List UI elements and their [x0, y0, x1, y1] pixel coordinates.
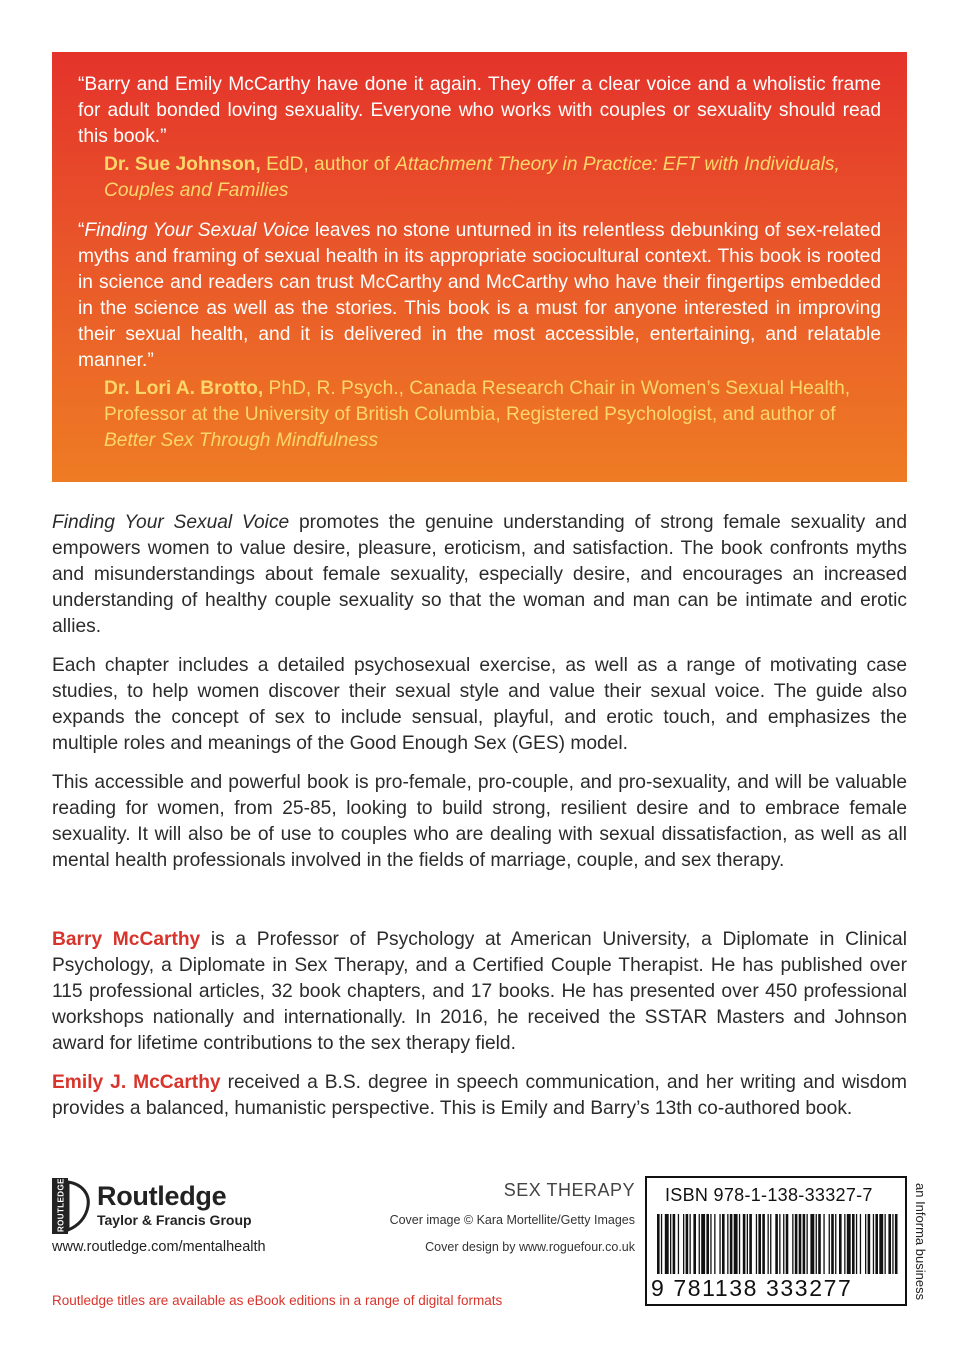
logo-spine-text: ROUTLEDGE [56, 1178, 66, 1232]
quote-1-text: “Barry and Emily McCarthy have done it again. They offer a clear voice and a wholistic frame for adult bonded loving sexuality. Everyone who works with couples or sexuality should read this book.” [78, 74, 881, 147]
attribution-1-credentials: EdD, author of [260, 154, 396, 175]
author-bio-emily [52, 1070, 907, 1122]
author-name-emily: Emily J. McCarthy [52, 1072, 221, 1093]
praise-panel [52, 52, 907, 482]
description-book-title: Finding Your Sexual Voice [52, 512, 290, 533]
attribution-1-name: Dr. Sue Johnson, [104, 154, 261, 175]
quote-2-body: leaves no stone unturned in its relentless debunking of sex-related myths and framing of sexual health in its appropriate sociocultural context. This book is rooted in science and readers can trust McCarthy and McCarthy who have their fingertips embedded in the science as well as the stories. This book is a must for anyone interested in improving their sexual health, and it is delivered in the most accessible, entertaining, and relatable manner.” [78, 220, 882, 371]
author-bio-barry [52, 927, 907, 1057]
praise-attribution-1 [78, 152, 881, 204]
description-p1-text: promotes the genuine understanding of strong female sexuality and empowers women to value desire, pleasure, eroticism, and satisfaction. The book confronts myths and misunderstandings about female sexuality, especially desire, and encourages an increased understanding of healthy couple sexuality so that the woman and man can be intimate and erotic allies. [52, 512, 907, 637]
quote-2-text [78, 218, 881, 374]
attribution-2-name: Dr. Lori A. Brotto, [104, 378, 264, 399]
quote-2-open-mark: “ [78, 220, 85, 241]
isbn-number: ISBN 978-1-138-33327-7 [665, 1185, 873, 1205]
publisher-name: Routledge [97, 1181, 227, 1211]
barcode-digits: 9 781138 333277 [651, 1275, 853, 1301]
description-paragraph-3: This accessible and powerful book is pro-female, pro-couple, and pro-sexuality, and will be valuable reading for women, from 25-85, looking to build strong, resilient desire and to embrace female sexuality. It will also be of use to couples who are dealing with sexual dissatisfaction, as well as all mental health professionals involved in the fields of marriage, couple, and sex therapy. [52, 772, 907, 871]
praise-attribution-2 [78, 376, 881, 454]
author-bio-emily-text: received a B.S. degree in speech communication, and her writing and wisdom provides a balanced, humanistic perspective. This is Emily and Barry’s 13th co-authored book. [52, 1072, 907, 1119]
attribution-2-credentials: PhD, R. Psych., Canada Research Chair in Women’s Sexual Health, Professor at the University of British Columbia, Registered Psychologist, and author of [104, 378, 851, 425]
quote-2-book-title: Finding Your Sexual Voice [84, 220, 310, 241]
author-bio-barry-text: is a Professor of Psychology at American University, a Diplomate in Clinical Psychology, a Diplomate in Sex Therapy, and a Certified Couple Therapist. He has published over 115 professional articles, 32 book chapters, and 17 books. He has presented over 450 professional workshops nationally and internationally. In 2016, he received the SSTAR Masters and Johnson award for lifetime contributions to the sex therapy field. [52, 929, 907, 1054]
barcode-icon [655, 1214, 899, 1276]
description-paragraph-2: Each chapter includes a detailed psychosexual exercise, as well as a range of motivating case studies, to help women discover their sexual style and value their sexual voice. The guide also expands the concept of sex to include sensual, playful, and erotic touch, and emphasizes the multiple roles and meanings of the Good Enough Sex (GES) model. [52, 655, 907, 754]
subject-category: SEX THERAPY [503, 1180, 635, 1200]
attribution-2-book-title: Better Sex Through Mindfulness [104, 430, 379, 451]
cover-design-credit: Cover design by www.roguefour.co.uk [425, 1240, 635, 1254]
publisher-group: Taylor & Francis Group [97, 1212, 252, 1228]
ebook-note: Routledge titles are available as eBook editions in a range of digital formats [52, 1293, 503, 1308]
informa-business-label: an Informa business [913, 1183, 928, 1301]
cover-image-credit: Cover image © Kara Mortellite/Getty Images [389, 1213, 635, 1227]
praise-quote-2 [78, 218, 881, 374]
routledge-logo-icon [52, 1178, 94, 1234]
isbn-barcode-box [645, 1176, 907, 1306]
praise-quote-1 [78, 72, 881, 150]
author-name-barry: Barry McCarthy [52, 929, 201, 950]
description-paragraph-1 [52, 510, 907, 640]
publisher-url: www.routledge.com/mentalhealth [52, 1239, 266, 1255]
attribution-1-book-title: Attachment Theory in Practice: EFT with Individuals, Couples and Families [104, 154, 840, 201]
